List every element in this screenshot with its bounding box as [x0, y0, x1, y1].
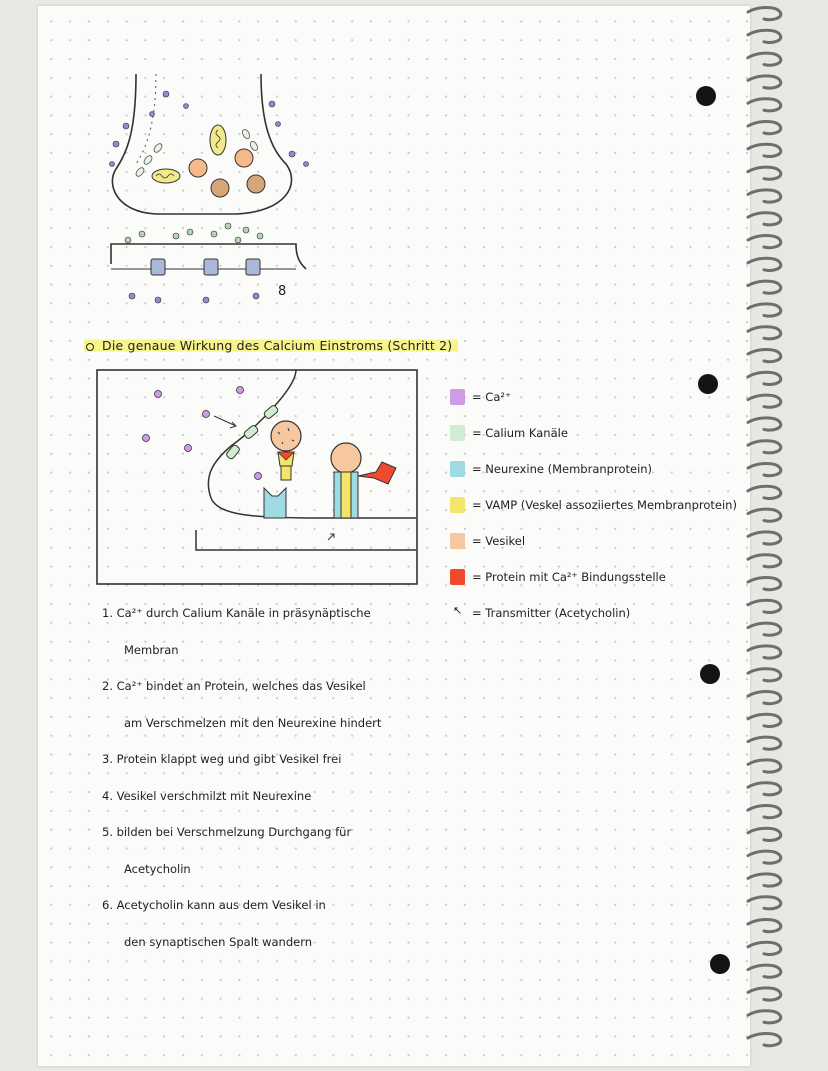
step-line: 4. Vesikel verschmilzt mit Neurexine — [102, 788, 312, 803]
legend-label: = Protein mit Ca²⁺ Bindungsstelle — [472, 570, 666, 584]
spiral-coil — [748, 190, 781, 202]
steps-list — [102, 604, 442, 969]
spiral-coil — [748, 53, 781, 65]
spiral-coil — [748, 714, 781, 726]
legend-label: = Vesikel — [472, 534, 526, 548]
spiral-coil — [748, 942, 781, 954]
legend-label: = Calium Kanäle — [472, 426, 568, 440]
spiral-coil — [748, 395, 781, 407]
spiral-coil — [748, 532, 781, 544]
color-swatch — [450, 569, 465, 585]
spiral-coil — [748, 304, 781, 316]
step-line-continued: den synaptischen Spalt wandern — [124, 934, 313, 949]
spiral-coil — [748, 122, 781, 134]
step-line: 5. bilden bei Verschmelzung Durchgang für — [102, 825, 352, 839]
spiral-coil — [748, 737, 781, 749]
spiral-coil — [748, 464, 781, 476]
legend-label: = VAMP (Veskel assoziiertes Membranprotein) — [472, 498, 737, 512]
spiral-coil — [748, 372, 781, 384]
legend-item — [450, 564, 750, 600]
spiral-coil — [748, 213, 781, 225]
step-line: 3. Protein klappt weg und gibt Vesikel frei — [102, 752, 342, 766]
color-swatch — [450, 497, 465, 513]
color-swatch — [450, 425, 465, 441]
spiral-coil — [748, 8, 781, 20]
spiral-coil — [748, 1034, 781, 1046]
spiral-coil — [748, 806, 781, 818]
spiral-coil — [748, 578, 781, 590]
spiral-coil — [748, 920, 781, 932]
spiral-coil — [748, 281, 781, 293]
color-swatch — [450, 389, 465, 405]
spiral-coil — [748, 600, 781, 612]
spiral-coil — [748, 236, 781, 248]
legend-item — [450, 456, 750, 492]
legend-label: = Transmitter (Acetycholin) — [472, 606, 631, 620]
page-title-text: Die genaue Wirkung des Calcium Einstroms (Schritt 2) — [102, 338, 453, 353]
step-item — [102, 750, 442, 787]
step-item — [102, 787, 442, 824]
punch-hole — [696, 86, 716, 106]
step-item — [102, 677, 442, 750]
spiral-coil — [748, 1011, 781, 1023]
step-line-continued: Membran — [124, 642, 179, 657]
calcium-influx-diagram — [96, 368, 420, 588]
spiral-coil — [748, 623, 781, 635]
page-title — [84, 337, 458, 354]
bullet-icon — [86, 343, 94, 351]
legend-label: = Neurexine (Membranprotein) — [472, 462, 653, 476]
spiral-coil — [748, 828, 781, 840]
spiral-coil — [748, 988, 781, 1000]
spiral-coil — [748, 555, 781, 567]
step-line: 6. Acetycholin kann aus dem Vesikel in — [102, 898, 326, 912]
spiral-coil — [748, 76, 781, 88]
spiral-coil — [748, 692, 781, 704]
legend-item — [450, 492, 750, 528]
spiral-coil — [748, 669, 781, 681]
step-item — [102, 823, 442, 896]
step-item — [102, 896, 442, 969]
spiral-coil — [748, 441, 781, 453]
spiral-coil — [748, 783, 781, 795]
spiral-coil — [748, 965, 781, 977]
figure-number: 8 — [278, 284, 287, 299]
spiral-coil — [748, 646, 781, 658]
spiral-coil — [748, 327, 781, 339]
legend-item — [450, 528, 750, 564]
spiral-coil — [748, 851, 781, 863]
spiral-coil — [748, 874, 781, 886]
spiral-coil — [748, 418, 781, 430]
arrow-icon: ↖ — [453, 604, 463, 617]
punch-hole — [710, 954, 730, 974]
spiral-coil — [748, 99, 781, 111]
spiral-coil — [748, 167, 781, 179]
color-swatch — [450, 533, 465, 549]
synapse-overview-drawing — [96, 64, 316, 314]
spiral-binding — [742, 0, 828, 1071]
spiral-coil — [748, 509, 781, 521]
step-item — [102, 604, 442, 677]
spiral-coil — [748, 258, 781, 270]
step-line: 2. Ca²⁺ bindet an Protein, welches das Vesikel — [102, 679, 366, 693]
spiral-coil — [748, 486, 781, 498]
step-line-continued: Acetycholin — [124, 861, 191, 876]
spiral-coil — [748, 144, 781, 156]
spiral-coil — [748, 30, 781, 42]
color-swatch — [450, 461, 465, 477]
legend-item — [450, 420, 750, 456]
legend-label: = Ca²⁺ — [472, 390, 512, 404]
punch-hole — [700, 664, 720, 684]
spiral-coil — [748, 350, 781, 362]
step-line-continued: am Verschmelzen mit den Neurexine hindert — [124, 715, 382, 730]
spiral-coil — [748, 760, 781, 772]
legend-item — [450, 384, 750, 420]
step-line: 1. Ca²⁺ durch Calium Kanäle in präsynäptische — [102, 606, 371, 620]
legend-item — [450, 600, 750, 636]
spiral-coil — [748, 897, 781, 909]
legend — [450, 384, 750, 636]
